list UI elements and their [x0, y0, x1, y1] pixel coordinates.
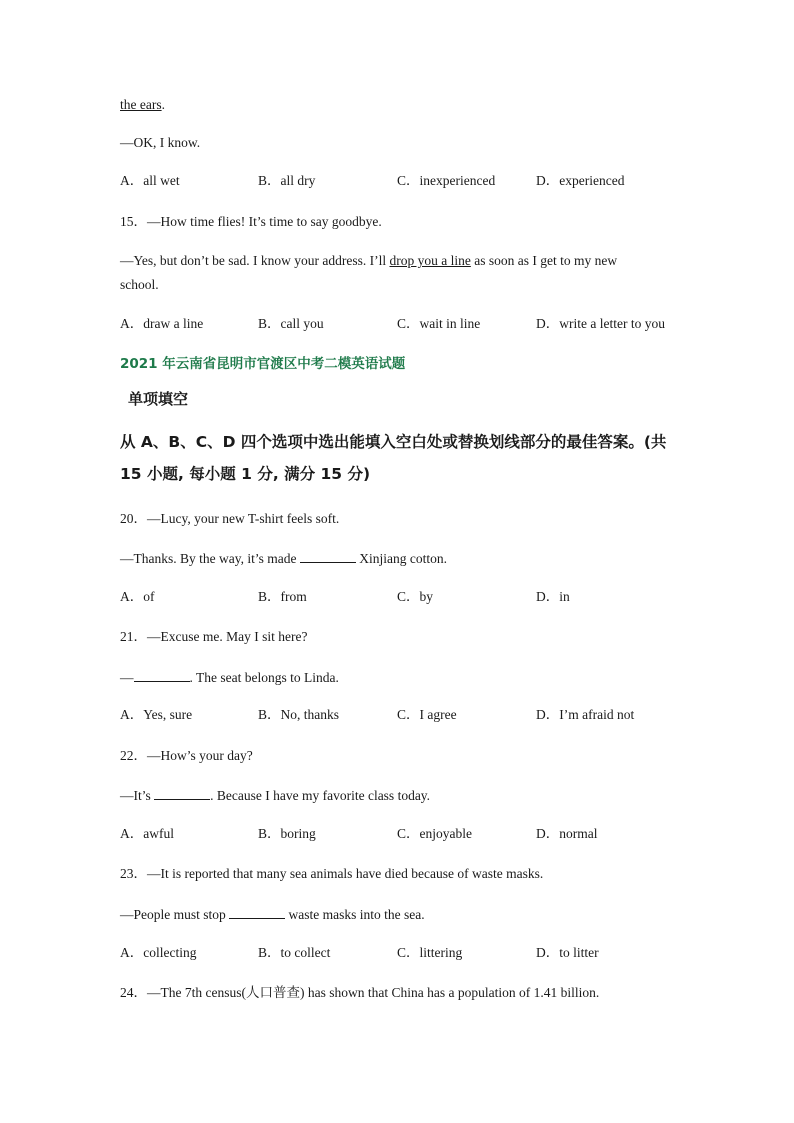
q23-answer-blank[interactable]: [229, 905, 285, 919]
q14-option-b: B．all dry: [258, 173, 316, 188]
q23-prompt: [120, 865, 543, 883]
q20-option-b: B．from: [258, 589, 307, 604]
q24-prompt-text: —The 7th census(人口普查) has shown that China has a population of 1.41 billion.: [147, 985, 600, 1000]
q22-option-b: B．boring: [258, 826, 316, 841]
q21-option-b: B．No, thanks: [258, 707, 339, 722]
q24-number: 24．: [120, 985, 147, 1000]
q23-reply-post: waste masks into the sea.: [285, 907, 425, 922]
q20-answer-blank[interactable]: [300, 549, 356, 563]
section-instruction: 从 A、B、C、D 四个选项中选出能填入空白处或替换划线部分的最佳答案。(共 15 小题, 每小题 1 分, 满分 15 分): [120, 433, 667, 483]
q23-option-c: C．littering: [397, 945, 463, 960]
q15-prompt-text: —How time flies! It’s time to say goodbye.: [147, 214, 382, 229]
q21-number: 21．: [120, 629, 147, 644]
q14-option-d: D．experienced: [536, 173, 625, 188]
q22-option-a: A．awful: [120, 826, 174, 841]
q20-option-c: C．by: [397, 589, 434, 604]
q23-reply: [120, 905, 425, 924]
q22-option-c: C．enjoyable: [397, 826, 472, 841]
q20-reply-post: Xinjiang cotton.: [355, 551, 447, 566]
q14-tail-period: .: [161, 97, 165, 112]
q20-number: 20．: [120, 511, 147, 526]
q21-option-d: D．I’m afraid not: [536, 707, 635, 722]
q21-reply: [120, 668, 339, 687]
q22-number: 22．: [120, 748, 147, 763]
q23-option-b: B．to collect: [258, 945, 331, 960]
q23-number: 23．: [120, 866, 147, 881]
q15-reply: [120, 252, 617, 270]
q15-underlined-phrase: drop you a line: [389, 253, 471, 268]
source-title: 2021 年云南省昆明市官渡区中考二模英语试题: [120, 356, 406, 372]
q22-reply-post: . Because I have my favorite class today.: [210, 788, 431, 803]
q21-reply-post: . The seat belongs to Linda.: [189, 670, 339, 685]
q21-prompt-text: —Excuse me. May I sit here?: [147, 629, 308, 644]
q22-reply: [120, 786, 430, 805]
q23-prompt-text: —It is reported that many sea animals have died because of waste masks.: [147, 866, 544, 881]
q14-option-c: C．inexperienced: [397, 173, 496, 188]
q15-option-c: C．wait in line: [397, 316, 481, 331]
q22-option-d: D．normal: [536, 826, 598, 841]
q14-tail: [120, 96, 165, 114]
q15-reply-pre: —Yes, but don’t be sad. I know your address. I’ll: [120, 253, 390, 268]
q21-option-a: A．Yes, sure: [120, 707, 193, 722]
q22-answer-blank[interactable]: [154, 786, 210, 800]
q20-option-d: D．in: [536, 589, 570, 604]
q20-option-a: A．of: [120, 589, 155, 604]
q21-option-c: C．I agree: [397, 707, 457, 722]
q15-reply-continued: school.: [120, 277, 159, 292]
q23-option-a: A．collecting: [120, 945, 197, 960]
q21-answer-blank[interactable]: [134, 668, 190, 682]
q20-reply-pre: —Thanks. By the way, it’s made: [120, 551, 300, 566]
q22-prompt-text: —How’s your day?: [147, 748, 253, 763]
q23-reply-pre: —People must stop: [120, 907, 230, 922]
q24-prompt: [120, 984, 599, 1002]
q22-prompt: [120, 747, 253, 765]
q15-prompt: [120, 213, 382, 231]
q15-number: 15．: [120, 214, 147, 229]
q15-option-d: D．write a letter to you: [536, 316, 665, 331]
q23-option-d: D．to litter: [536, 945, 599, 960]
q22-reply-pre: —It’s: [120, 788, 155, 803]
q15-option-b: B．call you: [258, 316, 324, 331]
q20-prompt: [120, 510, 339, 528]
q20-prompt-text: —Lucy, your new T-shirt feels soft.: [147, 511, 340, 526]
q14-reply: —OK, I know.: [120, 135, 201, 150]
section-title: 单项填空: [128, 390, 189, 408]
q21-prompt: [120, 628, 307, 646]
q20-reply: [120, 549, 447, 568]
q15-option-a: A．draw a line: [120, 316, 204, 331]
q15-reply-post: as soon as I get to my new: [470, 253, 618, 268]
q14-underlined-text: the ears: [120, 97, 162, 112]
q14-option-a: A．all wet: [120, 173, 180, 188]
q21-reply-pre: —: [120, 670, 134, 685]
